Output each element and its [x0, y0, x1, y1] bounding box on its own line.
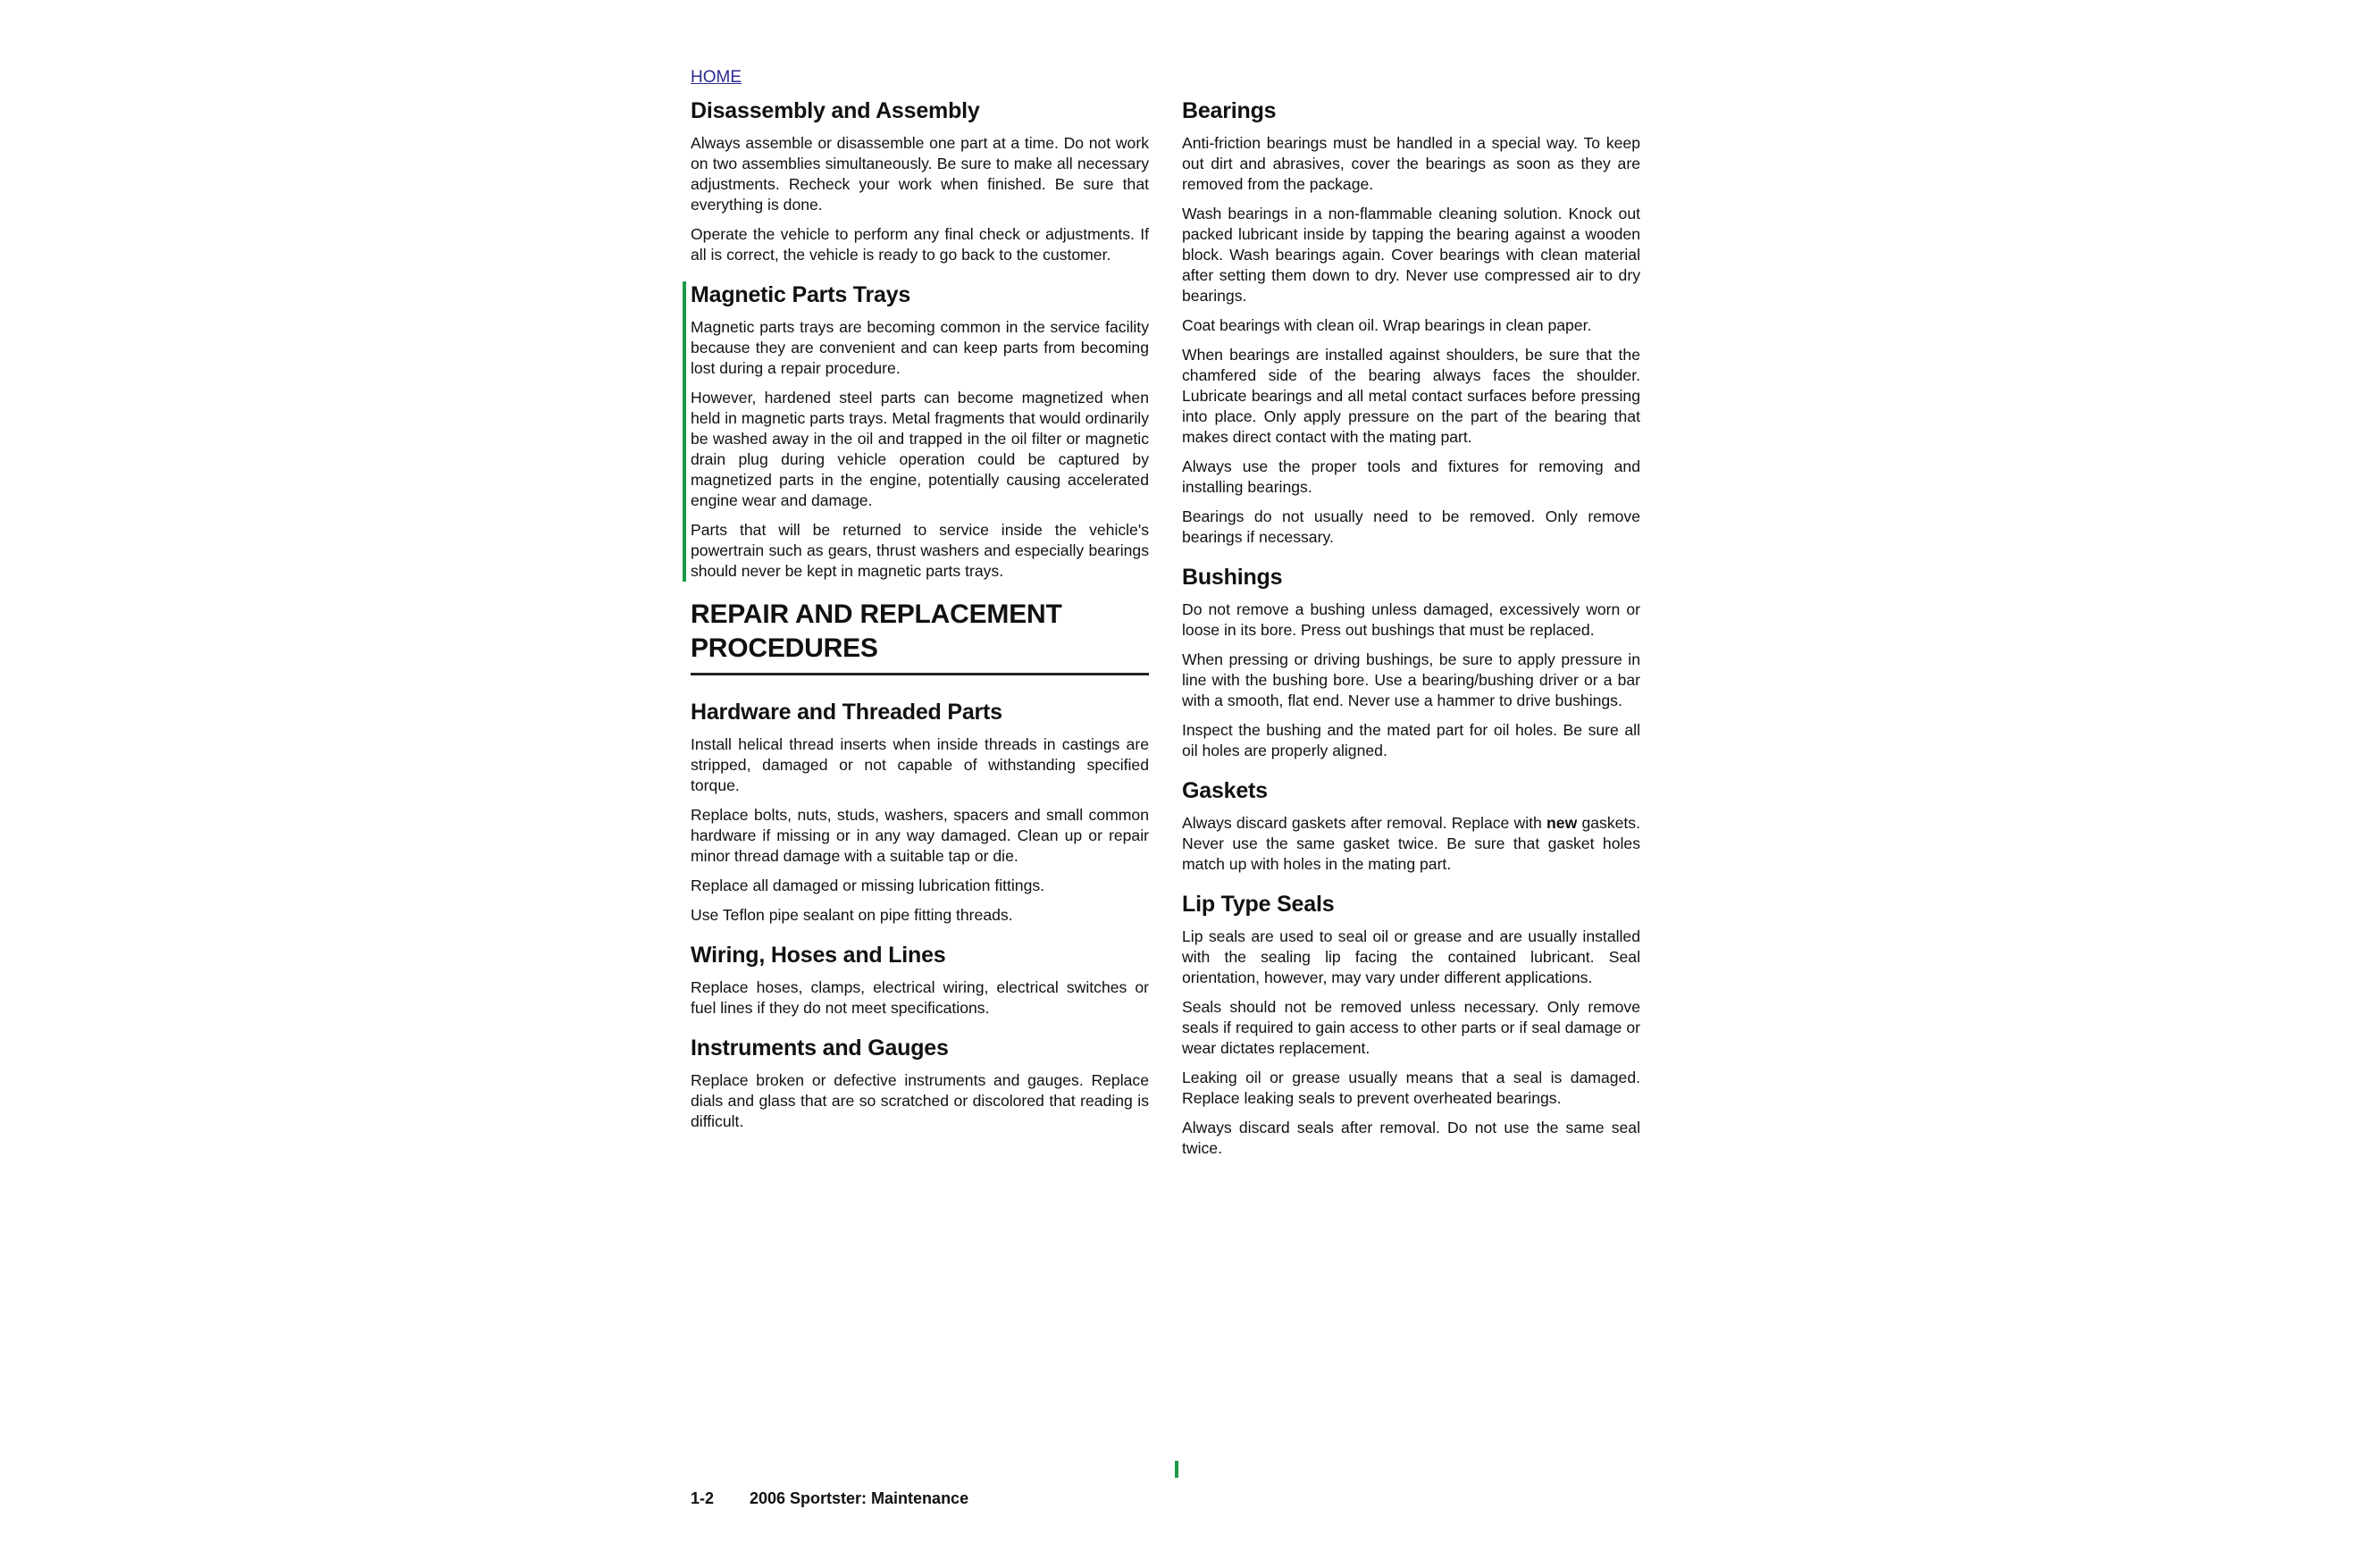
paragraph: Coat bearings with clean oil. Wrap bearings in clean paper. — [1182, 316, 1592, 334]
text-run: gaskets. Never use the same gasket twice. Be sure that gasket holes match up with holes in the mating part. — [1182, 814, 1640, 873]
section-disassembly — [691, 97, 1149, 265]
paragraph: Replace all damaged or missing lubrication fittings. — [691, 876, 1045, 894]
paragraph: Wash bearings in a non-flammable cleaning solution. Knock out packed lubricant inside by tapping the bearing against a wooden block. Wash bearings again. Cover bearings with clean material after setting them down to dry. Never use compressed air to dry bearings. — [1182, 205, 1640, 305]
section-bearings — [1182, 97, 1640, 548]
paragraph: Install helical thread inserts when inside threads in castings are stripped, damaged or not capable of withstanding specified torque. — [691, 735, 1149, 794]
paragraph — [1182, 813, 1640, 875]
home-link[interactable]: HOME — [691, 68, 742, 87]
paragraph: Anti-friction bearings must be handled in a special way. To keep out dirt and abrasives, cover the bearings as soon as they are removed from the package. — [1182, 134, 1640, 193]
heading-instruments: Instruments and Gauges — [691, 1036, 949, 1061]
section-instruments — [691, 1035, 1149, 1132]
paragraph: Always use the proper tools and fixtures for removing and installing bearings. — [1182, 457, 1640, 496]
paragraph: Do not remove a bushing unless damaged, excessively worn or loose in its bore. Press out bushings that must be replaced. — [1182, 600, 1640, 639]
paragraph: Replace bolts, nuts, studs, washers, spacers and small common hardware if missing or in any way damaged. Clean up or repair minor thread damage with a suitable tap or die. — [691, 806, 1149, 865]
section-wiring — [691, 942, 1149, 1019]
paragraph: However, hardened steel parts can become magnetized when held in magnetic parts trays. Metal fragments that would ordinarily be washed away in the oil and trapped in the oil filter or magnetic drain plug during vehicle operation could be captured by magnetized parts in the engine, potentially causing accelerated engine wear and damage. — [691, 389, 1149, 509]
left-column — [691, 97, 1149, 1148]
heading-magnetic-parts-trays: Magnetic Parts Trays — [691, 282, 911, 307]
chapter-heading — [691, 598, 1149, 675]
paragraph: Always discard seals after removal. Do not use the same seal twice. — [1182, 1119, 1640, 1157]
text-run: Always discard gaskets after removal. Replace with — [1182, 814, 1547, 832]
paragraph: Replace broken or defective instruments and gauges. Replace dials and glass that are so scratched or discolored that reading is difficult. — [691, 1071, 1149, 1130]
right-column — [1182, 97, 1640, 1175]
paragraph: Lip seals are used to seal oil or grease and are usually installed with the sealing lip facing the contained lubricant. Seal orientation, however, may vary under different applications. — [1182, 927, 1640, 986]
manual-title: 2006 Sportster: Maintenance — [750, 1489, 969, 1507]
section-hardware — [691, 699, 1149, 926]
section-lip-type-seals — [1182, 891, 1640, 1159]
paragraph: Magnetic parts trays are becoming common in the service facility because they are convenient and can keep parts from becoming lost during a repair procedure. — [691, 318, 1149, 377]
heading-disassembly: Disassembly and Assembly — [691, 98, 980, 123]
section-magnetic-parts-trays — [691, 281, 1149, 582]
paragraph: When pressing or driving bushings, be sure to apply pressure in line with the bushing bore. Use a bearing/bushing driver or a bar with a smooth, flat end. Never use a hammer to drive bushings. — [1182, 650, 1640, 709]
heading-bearings: Bearings — [1182, 98, 1277, 123]
page-number: 1-2 — [691, 1489, 715, 1507]
paragraph: Parts that will be returned to service inside the vehicle's powertrain such as gears, thrust washers and especially bearings should never be kept in magnetic parts trays. — [691, 521, 1149, 580]
heading-bushings: Bushings — [1182, 565, 1283, 590]
chapter-heading-line1: REPAIR AND REPLACEMENT — [691, 600, 1062, 629]
emphasis-new: new — [1546, 814, 1578, 832]
heading-gaskets: Gaskets — [1182, 778, 1268, 803]
heading-hardware: Hardware and Threaded Parts — [691, 700, 1002, 725]
heading-lip-type-seals: Lip Type Seals — [1182, 892, 1335, 917]
section-bushings — [1182, 564, 1640, 761]
paragraph: Use Teflon pipe sealant on pipe fitting threads. — [691, 906, 1013, 924]
paragraph: Inspect the bushing and the mated part for oil holes. Be sure all oil holes are properly aligned. — [1182, 721, 1640, 759]
section-gaskets — [1182, 777, 1640, 875]
heading-wiring: Wiring, Hoses and Lines — [691, 943, 946, 968]
paragraph: Always assemble or disassemble one part at a time. Do not work on two assemblies simultaneously. Be sure to make all necessary adjustments. Recheck your work when finished. Be sure that everything is done. — [691, 134, 1149, 214]
paragraph: Leaking oil or grease usually means that a seal is damaged. Replace leaking seals to prevent overheated bearings. — [1182, 1069, 1640, 1107]
paragraph: When bearings are installed against shoulders, be sure that the chamfered side of the bearing always faces the shoulder. Lubricate bearings and all metal contact surfaces before pressing into place. Only apply pressure on the part of the bearing that makes direct contact with the mating part. — [1182, 346, 1640, 446]
change-bar-marker — [1175, 1461, 1178, 1478]
paragraph: Bearings do not usually need to be removed. Only remove bearings if necessary. — [1182, 507, 1640, 546]
paragraph: Seals should not be removed unless necessary. Only remove seals if required to gain access to other parts or if seal damage or wear dictates replacement. — [1182, 998, 1640, 1057]
chapter-heading-line2: PROCEDURES — [691, 633, 878, 663]
paragraph: Replace hoses, clamps, electrical wiring, electrical switches or fuel lines if they do not meet specifications. — [691, 978, 1149, 1017]
page-footer — [691, 1489, 968, 1508]
paragraph: Operate the vehicle to perform any final check or adjustments. If all is correct, the vehicle is ready to go back to the customer. — [691, 225, 1149, 264]
